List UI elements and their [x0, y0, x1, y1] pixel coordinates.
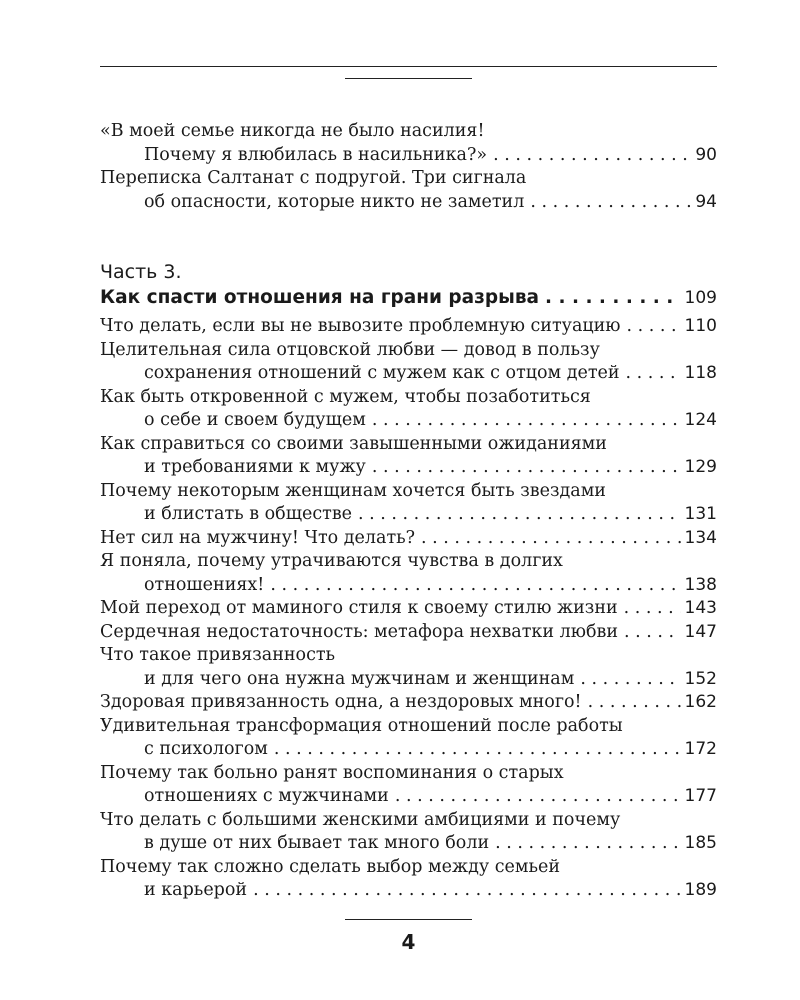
toc-entry-line — [100, 856, 717, 880]
toc-entry[interactable] — [100, 480, 717, 527]
toc-entry-page: 172 — [684, 739, 717, 759]
toc-entry-text: и карьерой — [144, 880, 248, 900]
toc-entry-text: «В моей семье никогда не было насилия! — [100, 121, 485, 141]
toc-entry-line — [100, 315, 717, 339]
toc-entry-continuation — [100, 785, 717, 809]
toc-entry-text: Я поняла, почему утрачиваются чувства в долгих — [100, 551, 563, 571]
leader-dots — [274, 738, 681, 762]
toc-entry-page: 110 — [684, 316, 717, 336]
toc-entry-line — [100, 339, 717, 363]
toc-entry[interactable] — [100, 550, 717, 597]
toc-entry-continuation — [100, 503, 717, 527]
toc-entry-line — [100, 167, 717, 191]
leader-dots — [545, 285, 681, 311]
toc-entry-text: Переписка Салтанат с подругой. Три сигнала — [100, 168, 527, 188]
toc-entry-text: Мой переход от маминого стиля к своему стилю жизни — [100, 598, 618, 618]
toc-entry-line — [100, 597, 717, 621]
toc-entry[interactable] — [100, 621, 717, 645]
toc-entry-text: отношениях! — [144, 574, 265, 595]
leader-dots — [372, 456, 681, 480]
toc-entry-line — [100, 691, 717, 715]
footer-short-rule — [345, 919, 472, 920]
toc-entry-text: и требованиями к мужу — [144, 457, 366, 477]
toc-entry-text: в душе от них бывает так много боли — [144, 833, 490, 853]
toc-entry-continuation — [100, 362, 717, 386]
toc-entry-line — [100, 433, 717, 457]
toc-entry-page: 162 — [684, 692, 717, 712]
leader-dots — [253, 879, 680, 903]
toc-entry-line — [100, 480, 717, 504]
leader-dots — [395, 785, 681, 809]
header-short-rule — [345, 78, 472, 79]
toc-entry-text: Как справиться со своими завышенными ожиданиями — [100, 433, 607, 454]
toc-entry[interactable] — [100, 597, 717, 621]
toc-entry-text: Как быть откровенной с мужем, чтобы позаботиться — [100, 386, 591, 407]
toc-entry-text: о себе и своем будущем — [144, 410, 366, 430]
toc-entry[interactable] — [100, 762, 717, 809]
part-title-text: Как спасти отношения на грани разрыва — [100, 287, 540, 308]
toc-entry[interactable] — [100, 715, 717, 762]
leader-dots — [270, 574, 680, 598]
toc-entry-line — [100, 120, 717, 144]
toc-entry-text: Здоровая привязанность одна, а нездоровых много! — [100, 692, 582, 712]
toc-entry-page: 131 — [684, 504, 717, 524]
leader-dots — [588, 691, 681, 715]
toc-entry[interactable] — [100, 644, 717, 691]
toc-entry-text: Что делать, если вы не вывозите проблемную ситуацию — [100, 316, 621, 336]
toc-entry-text: об опасности, которые никто не заметил — [144, 191, 525, 212]
leader-dots — [626, 362, 681, 386]
toc-entry[interactable] — [100, 809, 717, 856]
toc-entry-continuation — [100, 832, 717, 856]
toc-entry[interactable] — [100, 527, 717, 551]
toc-entry[interactable] — [100, 691, 717, 715]
toc-entry-continuation — [100, 738, 717, 762]
toc-entry-text: Целительная сила отцовской любви — довод в пользу — [100, 339, 600, 360]
toc-entry[interactable] — [100, 315, 717, 339]
toc-entry-text: Что такое привязанность — [100, 645, 336, 665]
table-of-contents — [100, 120, 717, 903]
toc-entry-page: 189 — [684, 880, 717, 900]
toc-entry-line — [100, 809, 717, 833]
toc-entry-continuation — [100, 879, 717, 903]
toc-entry-line — [100, 550, 717, 574]
leader-dots — [493, 144, 691, 168]
toc-entry-text: сохранения отношений с мужем как с отцом детей — [144, 363, 620, 383]
toc-entry[interactable] — [100, 120, 717, 167]
toc-entry-page: 134 — [684, 527, 717, 548]
toc-entry-page: 94 — [695, 191, 717, 212]
toc-entry-line — [100, 644, 717, 668]
toc-entry-text: и для чего она нужна мужчинам и женщинам — [144, 668, 575, 689]
toc-entry-text: Почему некоторым женщинам хочется быть звездами — [100, 480, 606, 501]
toc-entry[interactable] — [100, 386, 717, 433]
toc-entry-line — [100, 621, 717, 645]
toc-entry-page: 185 — [684, 833, 717, 853]
leader-dots — [624, 621, 681, 645]
part3-entries — [100, 315, 717, 903]
part-title[interactable] — [100, 285, 717, 311]
toc-entry-line — [100, 762, 717, 786]
toc-entry-page: 129 — [684, 457, 717, 477]
toc-entry-page: 147 — [684, 621, 717, 642]
leader-dots — [530, 191, 691, 215]
toc-entry-line — [100, 715, 717, 739]
toc-entry-continuation — [100, 409, 717, 433]
toc-entry[interactable] — [100, 856, 717, 903]
toc-entry-text: отношениях с мужчинами — [144, 786, 389, 806]
toc-entry-text: Нет сил на мужчину! Что делать? — [100, 527, 416, 548]
leader-dots — [421, 527, 681, 551]
toc-entry-page: 143 — [684, 598, 717, 618]
leader-dots — [624, 597, 681, 621]
leader-dots — [372, 409, 681, 433]
toc-entry-page: 118 — [684, 363, 717, 383]
toc-entry-continuation — [100, 456, 717, 480]
leader-dots — [580, 668, 680, 692]
part-title-page: 109 — [684, 288, 717, 308]
toc-entry-text: с психологом — [144, 739, 268, 759]
page-number: 4 — [401, 930, 416, 954]
toc-entry-continuation — [100, 574, 717, 598]
toc-entry[interactable] — [100, 433, 717, 480]
toc-entry[interactable] — [100, 167, 717, 214]
toc-entry-page: 90 — [695, 144, 717, 165]
toc-entry-text: Почему так сложно сделать выбор между семьей — [100, 856, 561, 877]
toc-entry-text: и блистать в обществе — [144, 504, 353, 524]
toc-entry-continuation — [100, 191, 717, 215]
leader-dots — [627, 315, 681, 339]
header-rule — [100, 66, 717, 67]
toc-entry-page: 152 — [684, 668, 717, 689]
toc-entry-continuation — [100, 144, 717, 168]
toc-entry-page: 177 — [684, 786, 717, 806]
toc-entry[interactable] — [100, 339, 717, 386]
leader-dots — [495, 832, 680, 856]
leader-dots — [358, 503, 681, 527]
toc-entry-page: 124 — [684, 410, 717, 430]
toc-entry-page: 138 — [684, 574, 717, 595]
part-label: Часть 3. — [100, 261, 182, 283]
part2-tail-entries — [100, 120, 717, 214]
toc-entry-line — [100, 527, 717, 551]
toc-entry-text: Сердечная недостаточность: метафора нехватки любви — [100, 621, 618, 642]
toc-entry-text: Удивительная трансформация отношений после работы — [100, 715, 623, 736]
toc-entry-continuation — [100, 668, 717, 692]
toc-entry-text: Что делать с большими женскими амбициями и почему — [100, 809, 621, 830]
toc-entry-text: Почему так больно ранят воспоминания о старых — [100, 762, 564, 783]
toc-entry-text: Почему я влюбилась в насильника?» — [144, 144, 488, 165]
toc-entry-line — [100, 386, 717, 410]
